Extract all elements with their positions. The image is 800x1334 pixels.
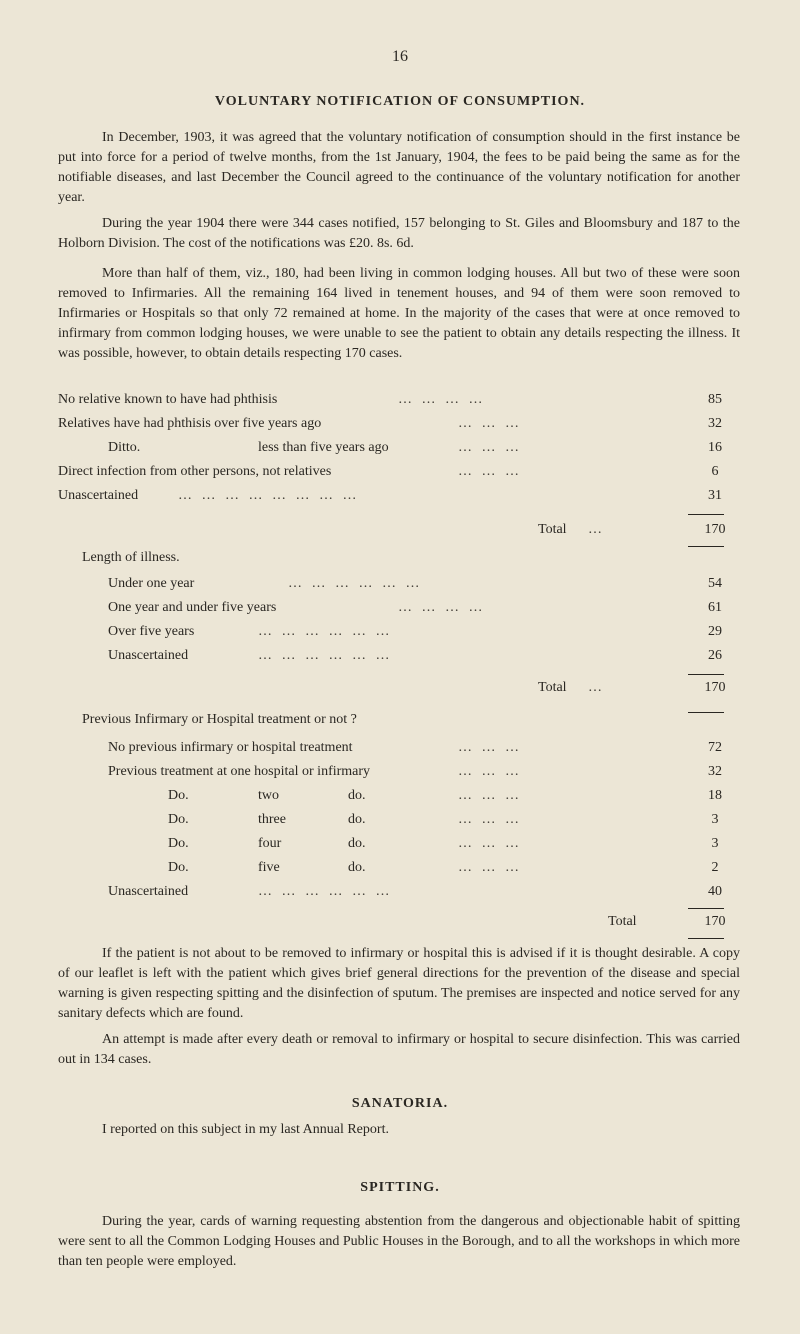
row-label: Unascertained [108, 884, 189, 899]
paragraph-after-tables-2: An attempt is made after every death or removal to infirmary or hospital to secure disinfection. This was carried out in 134 cases. [58, 1032, 740, 1067]
row-value: 3 [711, 836, 719, 851]
table-row [58, 440, 740, 460]
table-row [58, 788, 740, 808]
total-value: 170 [704, 522, 726, 537]
table-row [58, 764, 740, 784]
dot-leader: … … … [458, 440, 522, 455]
table-row [58, 464, 740, 484]
total-value: 170 [704, 680, 726, 695]
section-heading-sanatoria: SANATORIA. [351, 1096, 449, 1111]
paragraph-sanatoria: I reported on this subject in my last Annual Report. [102, 1122, 389, 1137]
row-value: 54 [708, 576, 722, 591]
paragraph-spitting: During the year, cards of warning requesting abstention from the dangerous and objectionable habit of spitting were sent to all the Common Lodging Houses and Public Houses in the Borough, and to all the workshops in which more than ten people were employed. [58, 1214, 740, 1269]
section-heading-spitting: SPITTING. [360, 1180, 440, 1195]
row-value: 29 [708, 624, 722, 639]
row-label: Direct infection from other persons, not relatives [58, 464, 332, 479]
row-label: Relatives have had phthisis over five years ago [58, 416, 322, 431]
row-value: 32 [708, 764, 722, 779]
dot-leader: … … … … [398, 392, 486, 407]
row-label: Unascertained [108, 648, 189, 663]
row-value: 2 [711, 860, 719, 875]
row-label: Previous treatment at one hospital or infirmary [108, 764, 371, 779]
table-row [58, 416, 740, 436]
row-label: Over five years [108, 624, 195, 639]
paragraph-voluntary-2: During the year 1904 there were 344 cases notified, 157 belonging to St. Giles and Bloomsbury and 187 to the Holborn Division. The cost of the notifications was £20. 8s. 6d. [58, 216, 740, 251]
row-count-word: five [258, 860, 280, 875]
table-row [58, 648, 740, 668]
dot-leader: … [588, 522, 605, 537]
row-label-continued: less than five years ago [258, 440, 389, 455]
row-ditto: do. [348, 860, 366, 875]
row-label: Ditto. [108, 440, 141, 455]
table-heading: Length of illness. [82, 550, 180, 565]
row-value: 26 [708, 648, 722, 663]
total-rule [688, 514, 724, 515]
row-label: No relative known to have had phthisis [58, 392, 278, 407]
row-count-word: two [258, 788, 279, 803]
table-row [58, 488, 740, 508]
table-row [58, 600, 740, 620]
dot-leader: … … … [458, 464, 522, 479]
dot-leader: … … … … … … … … [178, 488, 360, 503]
row-label: Do. [168, 812, 189, 827]
row-label: One year and under five years [108, 600, 277, 615]
row-value: 85 [708, 392, 722, 407]
row-label: Unascertained [58, 488, 139, 503]
total-label: Total [538, 522, 567, 537]
row-value: 6 [711, 464, 719, 479]
table-row [58, 812, 740, 832]
row-label: No previous infirmary or hospital treatment [108, 740, 353, 755]
total-label: Total [608, 914, 637, 929]
dot-leader: … [588, 680, 605, 695]
paragraph-voluntary-1: In December, 1903, it was agreed that the voluntary notification of consumption should in the first instance be put into force for a period of twelve months, from the 1st January, 1904, the fees to be paid being the same as for the notifiable diseases, and last December the Council agreed to the continuance of the voluntary notification for another year. [58, 130, 740, 205]
row-ditto: do. [348, 836, 366, 851]
total-label: Total [538, 680, 567, 695]
row-count-word: four [258, 836, 282, 851]
table-heading-row [58, 550, 740, 570]
total-rule [688, 938, 724, 939]
row-value: 72 [708, 740, 722, 755]
table-row [58, 624, 740, 644]
dot-leader: … … … [458, 764, 522, 779]
table-row [58, 576, 740, 596]
dot-leader: … … … … … … [258, 648, 393, 663]
row-count-word: three [258, 812, 286, 827]
table-heading: Previous Infirmary or Hospital treatment or not ? [82, 712, 357, 727]
row-label: Do. [168, 836, 189, 851]
row-value: 61 [708, 600, 722, 615]
section-heading-voluntary-notification: VOLUNTARY NOTIFICATION OF CONSUMPTION. [214, 94, 586, 109]
row-value: 31 [708, 488, 722, 503]
dot-leader: … … … … … … [288, 576, 423, 591]
total-rule [688, 908, 724, 909]
row-value: 3 [711, 812, 719, 827]
total-row [58, 522, 740, 542]
total-row [58, 680, 740, 700]
dot-leader: … … … [458, 788, 522, 803]
row-ditto: do. [348, 788, 366, 803]
table-row [58, 392, 740, 412]
dot-leader: … … … [458, 812, 522, 827]
total-rule [688, 546, 724, 547]
total-rule [688, 674, 724, 675]
row-label: Under one year [108, 576, 195, 591]
table-heading-row [58, 712, 740, 732]
total-row [58, 914, 740, 934]
total-value: 170 [704, 914, 726, 929]
row-value: 40 [708, 884, 722, 899]
dot-leader: … … … [458, 860, 522, 875]
row-value: 18 [708, 788, 722, 803]
table-row [58, 740, 740, 760]
dot-leader: … … … … … … [258, 624, 393, 639]
row-value: 16 [708, 440, 722, 455]
table-row [58, 884, 740, 904]
dot-leader: … … … [458, 740, 522, 755]
paragraph-voluntary-3: More than half of them, viz., 180, had been living in common lodging houses. All but two of these were soon removed to Infirmaries. All the remaining 164 lived in tenement houses, and 94 of them were soon removed to Infirmaries or Hospitals so that only 72 remained at home. In the majority of the cases that were at once removed to infirmary from common lodging houses, we were unable to see the patient to obtain any details respecting the illness. It was possible, however, to obtain details respecting 170 cases. [58, 266, 740, 361]
dot-leader: … … … [458, 416, 522, 431]
dot-leader: … … … … … … [258, 884, 393, 899]
table-row [58, 836, 740, 856]
row-ditto: do. [348, 812, 366, 827]
row-label: Do. [168, 788, 189, 803]
row-value: 32 [708, 416, 722, 431]
table-row [58, 860, 740, 880]
dot-leader: … … … [458, 836, 522, 851]
paragraph-after-tables-1: If the patient is not about to be removed to infirmary or hospital this is advised if it is thought desirable. A copy of our leaflet is left with the patient which gives brief general directions for the prevention of the disease and special warning is given respecting spitting and the disinfection of sputum. The premises are inspected and notice served for any sanitary defects which are found. [58, 946, 740, 1021]
row-label: Do. [168, 860, 189, 875]
dot-leader: … … … … [398, 600, 486, 615]
page-number: 16 [392, 48, 408, 65]
